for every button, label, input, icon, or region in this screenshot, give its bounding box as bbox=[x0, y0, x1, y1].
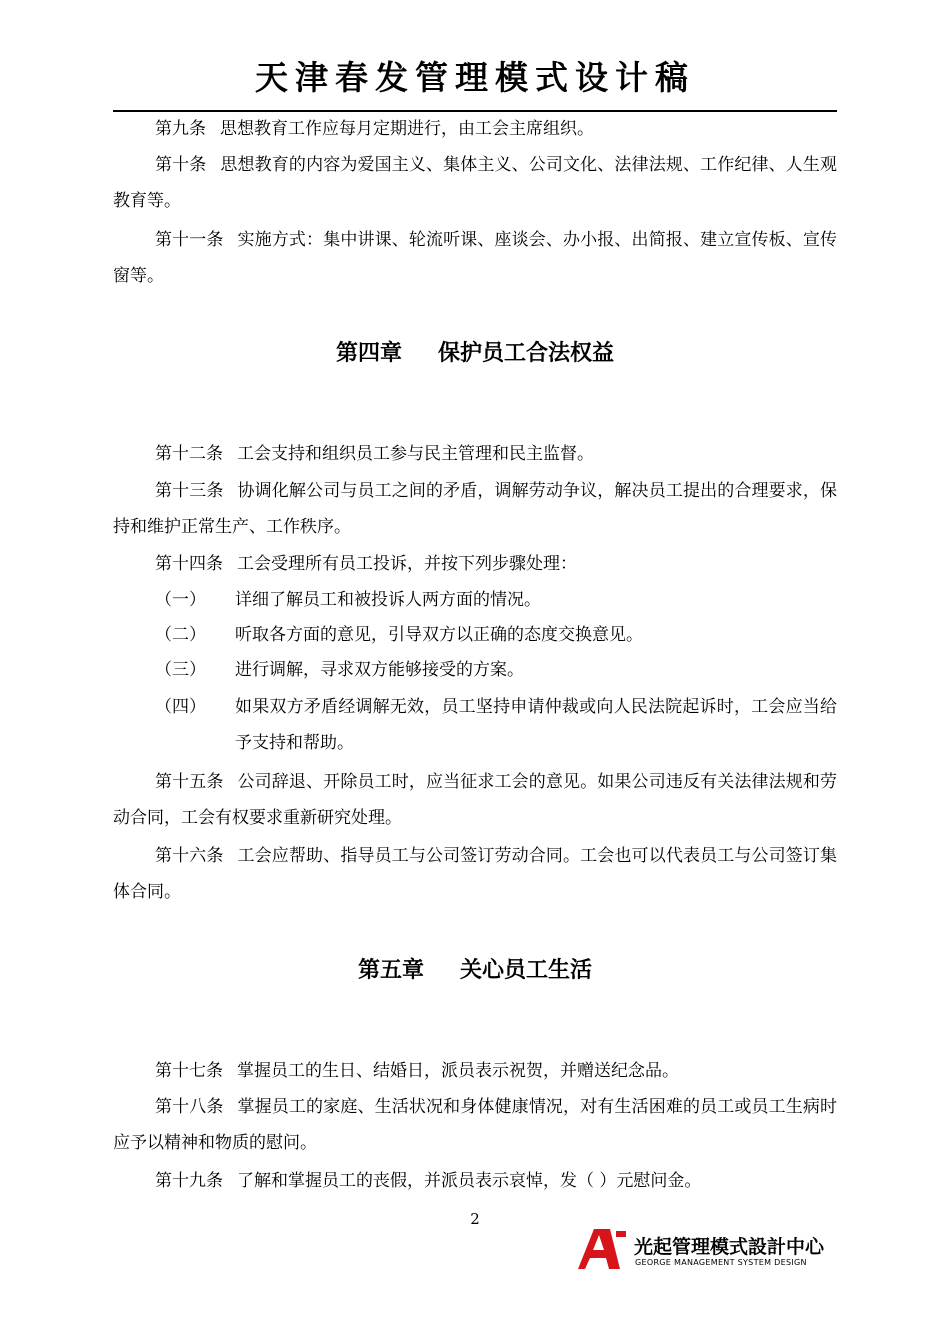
list-item-number: （三） bbox=[155, 660, 206, 680]
article-11 bbox=[113, 222, 837, 294]
article-number: 第十六条 bbox=[155, 846, 224, 866]
article-text: 掌握员工的家庭、生活状况和身体健康情况，对有生活困难的员工或员工生病时应予以精神和物质的慰问。 bbox=[113, 1097, 838, 1153]
chapter-5-heading bbox=[0, 953, 950, 984]
article-number: 第十条 bbox=[155, 155, 207, 175]
article-13 bbox=[113, 473, 837, 545]
list-item bbox=[155, 617, 837, 653]
chapter-number: 第五章 bbox=[357, 958, 424, 983]
list-item-number: （四） bbox=[155, 697, 206, 717]
article-text: 实施方式：集中讲课、轮流听课、座谈会、办小报、出简报、建立宣传板、宣传窗等。 bbox=[113, 230, 838, 286]
article-number: 第十五条 bbox=[155, 772, 224, 792]
list-item-number: （一） bbox=[155, 590, 206, 610]
list-item-text: 进行调解，寻求双方能够接受的方案。 bbox=[235, 660, 524, 680]
article-text: 工会支持和组织员工参与民主管理和民主监督。 bbox=[237, 444, 594, 464]
article-16 bbox=[113, 838, 837, 910]
article-15 bbox=[113, 764, 837, 836]
logo-chinese-text: 光起管理模式設計中心 bbox=[634, 1236, 825, 1258]
article-14 bbox=[113, 546, 837, 582]
article-text: 思想教育工作应每月定期进行，由工会主席组织。 bbox=[220, 119, 594, 139]
article-number: 第九条 bbox=[155, 119, 206, 139]
article-text: 工会受理所有员工投诉，并按下列步骤处理： bbox=[237, 554, 577, 574]
article-number: 第十一条 bbox=[155, 230, 224, 250]
article-text: 协调化解公司与员工之间的矛盾，调解劳动争议，解决员工提出的合理要求，保持和维护正常生产、工作秩序。 bbox=[113, 481, 838, 537]
article-12 bbox=[113, 436, 837, 472]
article-number: 第十四条 bbox=[155, 554, 223, 574]
article-10 bbox=[113, 147, 837, 219]
article-number: 第十二条 bbox=[155, 444, 223, 464]
article-text: 掌握员工的生日、结婚日，派员表示祝贺，并赠送纪念品。 bbox=[237, 1061, 679, 1081]
article-number: 第十七条 bbox=[155, 1061, 223, 1081]
company-logo bbox=[572, 1228, 838, 1272]
article-18 bbox=[113, 1089, 837, 1161]
list-item-number: （二） bbox=[155, 625, 206, 645]
logo-english-text: GEORGE MANAGEMENT SYSTEM DESIGN bbox=[635, 1258, 807, 1267]
article-text: 思想教育的内容为爱国主义、集体主义、公司文化、法律法规、工作纪律、人生观教育等。 bbox=[113, 155, 838, 211]
list-item bbox=[155, 689, 837, 761]
chapter-4-heading bbox=[0, 336, 950, 367]
article-number: 第十九条 bbox=[155, 1171, 223, 1191]
article-text: 工会应帮助、指导员工与公司签订劳动合同。工会也可以代表员工与公司签订集体合同。 bbox=[113, 846, 838, 902]
article-text: 公司辞退、开除员工时，应当征求工会的意见。如果公司违反有关法律法规和劳动合同，工会有权要求重新研究处理。 bbox=[113, 772, 838, 828]
article-9 bbox=[113, 111, 837, 147]
article-19 bbox=[113, 1163, 837, 1199]
list-item-text: 听取各方面的意见，引导双方以正确的态度交换意见。 bbox=[235, 625, 643, 645]
logo-a-icon bbox=[572, 1228, 628, 1270]
list-item-text: 详细了解员工和被投诉人两方面的情况。 bbox=[235, 590, 541, 610]
chapter-number: 第四章 bbox=[335, 341, 402, 366]
header-title: 天津春发管理模式设计稿 bbox=[255, 58, 695, 97]
list-item bbox=[155, 652, 837, 688]
article-number: 第十八条 bbox=[155, 1097, 224, 1117]
list-item-text: 如果双方矛盾经调解无效，员工坚持申请仲裁或向人民法院起诉时，工会应当给予支持和帮助。 bbox=[235, 697, 837, 753]
list-item bbox=[155, 582, 837, 618]
chapter-title: 关心员工生活 bbox=[460, 958, 593, 983]
article-number: 第十三条 bbox=[155, 481, 224, 501]
chapter-title: 保护员工合法权益 bbox=[438, 341, 615, 366]
page-number: 2 bbox=[470, 1210, 480, 1228]
article-17 bbox=[113, 1053, 837, 1089]
article-text: 了解和掌握员工的丧假，并派员表示哀悼，发（ ）元慰问金。 bbox=[237, 1171, 702, 1191]
